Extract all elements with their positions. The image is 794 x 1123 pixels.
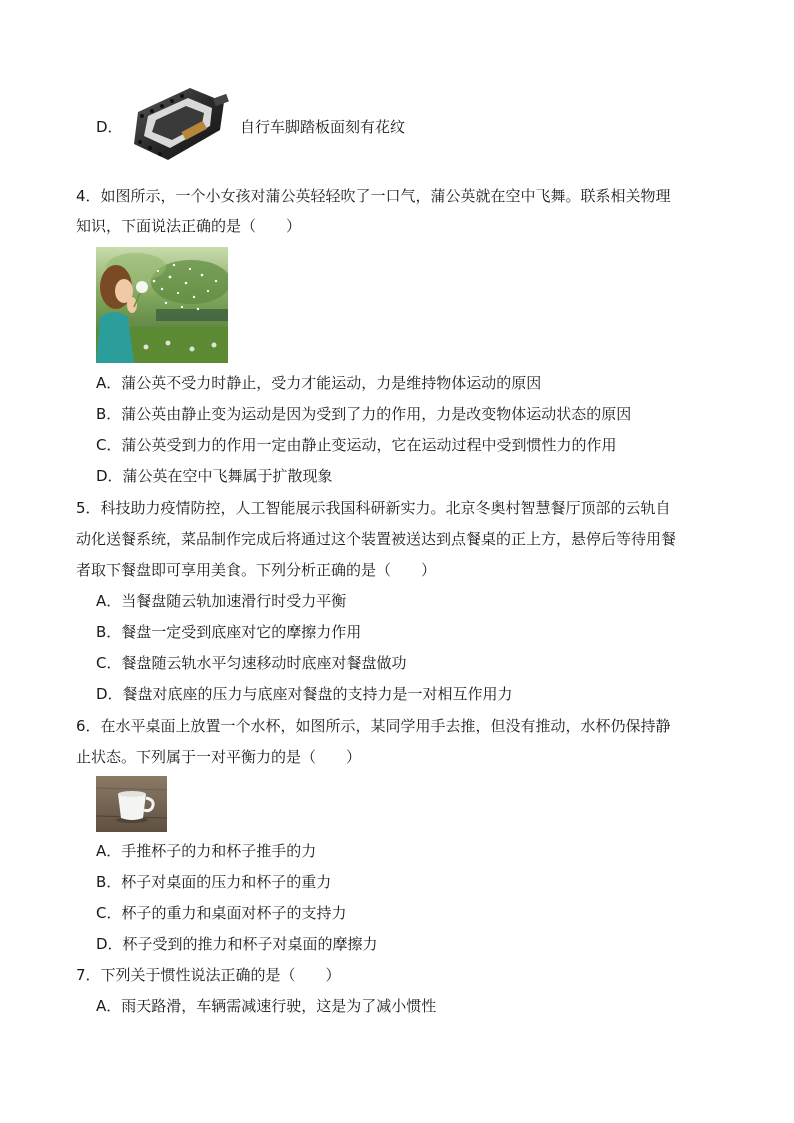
q7-stem-line1: 7．下列关于惯性说法正确的是（ ） xyxy=(76,966,341,984)
bicycle-pedal-image xyxy=(128,82,230,166)
q3-option-d-letter: D． xyxy=(96,118,123,136)
q4-stem-line2: 知识，下面说法正确的是（ ） xyxy=(76,217,302,235)
q6-stem-line1: 6．在水平桌面上放置一个水杯，如图所示，某同学用手去推，但没有推动，水杯仍保持静 xyxy=(76,717,671,735)
q3-option-d-text: 自行车脚踏板面刻有花纹 xyxy=(240,118,406,136)
q6-option-a: A．手推杯子的力和杯子推手的力 xyxy=(96,842,317,860)
q5-stem-line3: 者取下餐盘即可享用美食。下列分析正确的是（ ） xyxy=(76,561,437,579)
q4-option-b: B．蒲公英由静止变为运动是因为受到了力的作用，力是改变物体运动状态的原因 xyxy=(96,405,632,423)
q6-option-b: B．杯子对桌面的压力和杯子的重力 xyxy=(96,873,332,891)
white-cup-image xyxy=(96,776,167,832)
q5-option-c: C．餐盘随云轨水平匀速移动时底座对餐盘做功 xyxy=(96,654,407,672)
q5-option-a: A．当餐盘随云轨加速滑行时受力平衡 xyxy=(96,592,347,610)
q7-option-a: A．雨天路滑，车辆需减速行驶，这是为了减小惯性 xyxy=(96,997,437,1015)
q6-stem-line2: 止状态。下列属于一对平衡力的是（ ） xyxy=(76,748,362,766)
q6-option-c: C．杯子的重力和桌面对杯子的支持力 xyxy=(96,904,347,922)
q5-stem-line1: 5．科技助力疫情防控，人工智能展示我国科研新实力。北京冬奥村智慧餐厅顶部的云轨自 xyxy=(76,499,671,517)
girl-dandelion-image xyxy=(96,247,228,363)
q4-stem-line1: 4．如图所示，一个小女孩对蒲公英轻轻吹了一口气，蒲公英就在空中飞舞。联系相关物理 xyxy=(76,187,671,205)
q6-option-d: D．杯子受到的推力和杯子对桌面的摩擦力 xyxy=(96,935,378,953)
q4-option-a: A．蒲公英不受力时静止，受力才能运动，力是维持物体运动的原因 xyxy=(96,374,542,392)
q4-option-c: C．蒲公英受到力的作用一定由静止变运动，它在运动过程中受到惯性力的作用 xyxy=(96,436,617,454)
q4-option-d: D．蒲公英在空中飞舞属于扩散现象 xyxy=(96,467,333,485)
q5-option-b: B．餐盘一定受到底座对它的摩擦力作用 xyxy=(96,623,362,641)
q5-stem-line2: 动化送餐系统，菜品制作完成后将通过这个装置被送达到点餐桌的正上方，悬停后等待用餐 xyxy=(76,530,677,548)
q5-option-d: D．餐盘对底座的压力与底座对餐盘的支持力是一对相互作用力 xyxy=(96,685,513,703)
